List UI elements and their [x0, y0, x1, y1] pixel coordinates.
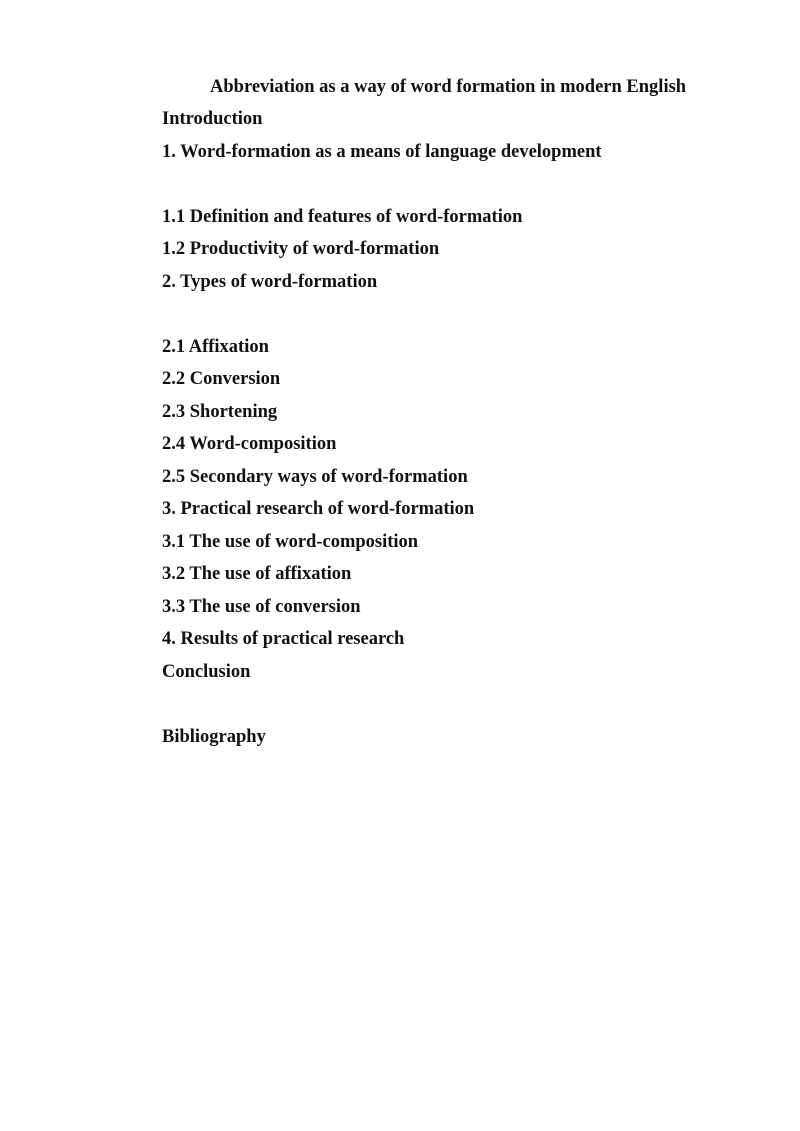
toc-entry-section-3-3: 3.3 The use of conversion	[162, 596, 361, 617]
table-of-contents	[162, 106, 602, 756]
toc-entry-section-2-3: 2.3 Shortening	[162, 401, 278, 422]
toc-blank-line	[162, 691, 602, 717]
document-title: Abbreviation as a way of word formation in modern English	[210, 77, 687, 97]
toc-entry-section-2-2: 2.2 Conversion	[162, 369, 281, 389]
toc-entry-section-3-2: 3.2 The use of affixation	[162, 564, 352, 584]
toc-entry-section-2-1: 2.1 Affixation	[162, 336, 269, 357]
toc-blank-line	[162, 171, 602, 197]
toc-entry-section-2-4: 2.4 Word-composition	[162, 434, 337, 454]
toc-entry-section-1: 1. Word-formation as a means of language development	[162, 141, 602, 162]
toc-entry-conclusion: Conclusion	[162, 661, 251, 682]
toc-entry-introduction: Introduction	[162, 109, 263, 129]
toc-entry-bibliography: Bibliography	[162, 726, 266, 747]
toc-blank-line	[162, 301, 602, 327]
toc-entry-section-1-2: 1.2 Productivity of word-formation	[162, 239, 440, 259]
toc-entry-section-4: 4. Results of practical research	[162, 629, 405, 649]
toc-entry-section-1-1: 1.1 Definition and features of word-formation	[162, 206, 523, 227]
toc-entry-section-3: 3. Practical research of word-formation	[162, 499, 475, 519]
toc-entry-section-2-5: 2.5 Secondary ways of word-formation	[162, 466, 468, 487]
toc-entry-section-3-1: 3.1 The use of word-composition	[162, 531, 419, 552]
toc-entry-section-2: 2. Types of word-formation	[162, 271, 378, 292]
